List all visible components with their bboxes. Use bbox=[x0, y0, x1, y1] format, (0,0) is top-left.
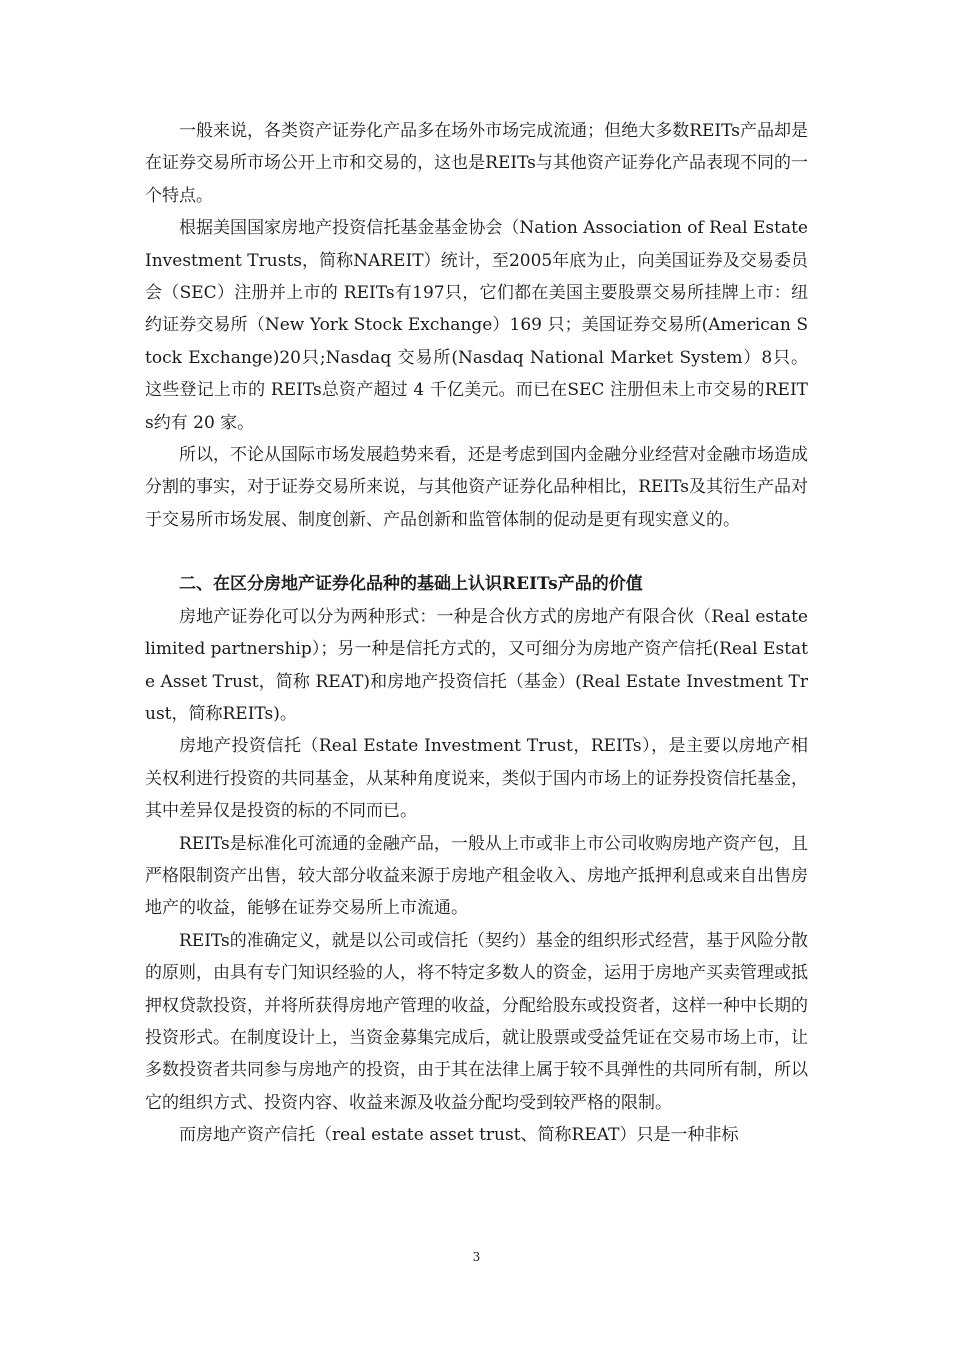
document-body bbox=[145, 115, 808, 1152]
paragraph: 房地产投资信托（Real Estate Investment Trust，REITs），是主要以房地产相关权利进行投资的共同基金，从某种角度说来，类似于国内市场上的证券投资信托基金，其中差异仅是投资的标的不同而已。 bbox=[145, 736, 808, 822]
page-number: 3 bbox=[472, 1250, 481, 1264]
section-heading: 二、在区分房地产证券化品种的基础上认识REITs产品的价值 bbox=[179, 574, 643, 595]
paragraph: 所以，不论从国际市场发展趋势来看，还是考虑到国内金融分业经营对金融市场造成分割的事实，对于证券交易所来说，与其他资产证券化品种相比，REITs及其衍生产品对于交易所市场发展、制度创新、产品创新和监管体制的促动是更有现实意义的。 bbox=[145, 445, 808, 530]
paragraph: 房地产证券化可以分为两种形式：一种是合伙方式的房地产有限合伙（Real estate limited partnership）；另一种是信托方式的，又可细分为房地产资产信托(Real Estate Asset Trust，简称 REAT)和房地产投资信托（基金）(Real Estate Investment Trust，简称REITs)。 bbox=[145, 606, 808, 724]
paragraph: 而房地产资产信托（real estate asset trust、简称REAT）只是一种非标 bbox=[179, 1125, 739, 1146]
paragraph: 一般来说，各类资产证券化产品多在场外市场完成流通；但绝大多数REITs产品却是在证券交易所市场公开上市和交易的，这也是REITs与其他资产证券化产品表现不同的一个特点。 bbox=[145, 121, 808, 206]
paragraph: REITs的准确定义，就是以公司或信托（契约）基金的组织形式经营，基于风险分散的原则，由具有专门知识经验的人，将不特定多数人的资金，运用于房地产买卖管理或抵押权贷款投资，并将所获得房地产管理的收益，分配给股东或投资者，这样一种中长期的投资形式。在制度设计上，当资金募集完成后，就让股票或受益凭证在交易市场上市，让多数投资者共同参与房地产的投资，由于其在法律上属于较不具弹性的共同所有制，所以它的组织方式、投资内容、收益来源及收益分配均受到较严格的限制。 bbox=[145, 930, 808, 1113]
paragraph: REITs是标准化可流通的金融产品，一般从上市或非上市公司收购房地产资产包，且严格限制资产出售，较大部分收益来源于房地产租金收入、房地产抵押利息或来自出售房地产的收益，能够在证券交易所上市流通。 bbox=[145, 833, 808, 919]
paragraph: 根据美国国家房地产投资信托基金基金协会（Nation Association of Real Estate Investment Trusts，简称NAREIT）统计，至2005年底为止，向美国证券及交易委员会（SEC）注册并上市的 REITs有197只，它们都在美国主要股票交易所挂牌上市：纽约证券交易所（New York Stock Exchange）169 只；美国证券交易所(American Stock Exchange)20只;Nasdaq 交易所(Nasdaq National Market System）8只。这些登记上市的 REITs总资产超过 4 千亿美元。而已在SEC 注册但未上市交易的REITs约有 20 家。 bbox=[145, 218, 808, 433]
